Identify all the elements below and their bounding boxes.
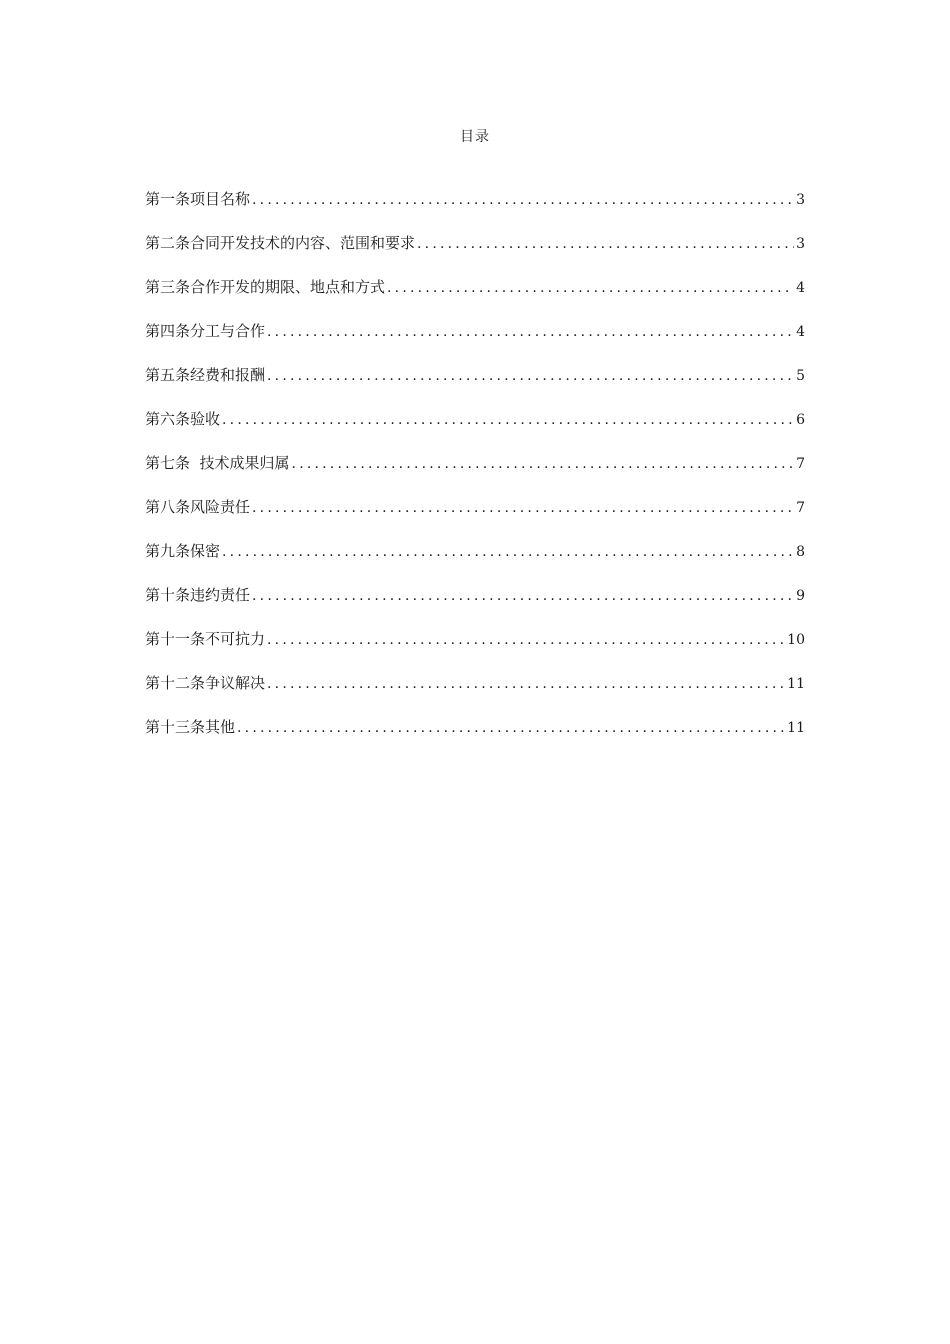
toc-title: 目录 <box>460 129 490 145</box>
toc-dot-leader <box>417 232 794 256</box>
toc-entry-label: 第三条合作开发的期限、地点和方式 <box>145 278 386 296</box>
toc-dot-leader <box>237 716 785 740</box>
toc-page-number: 10 <box>787 632 805 648</box>
toc-dot-leader <box>387 276 794 300</box>
toc-page-number: 4 <box>796 280 805 296</box>
toc-entry-12[interactable] <box>145 671 805 715</box>
toc-entry-label: 第十条违约责任 <box>145 586 251 604</box>
toc-page-number: 3 <box>796 236 805 252</box>
toc-entry-label: 第七条 技术成果归属 <box>145 454 290 472</box>
toc-page-number: 11 <box>787 676 805 692</box>
toc-dot-leader <box>252 188 794 212</box>
toc-entry-label: 第二条合同开发技术的内容、范围和要求 <box>145 234 416 252</box>
toc-entry-label: 第九条保密 <box>145 542 221 560</box>
toc-page-number: 8 <box>796 544 805 560</box>
toc-dot-leader <box>252 584 794 608</box>
toc-dot-leader <box>267 672 785 696</box>
toc-dot-leader <box>222 408 794 432</box>
toc-dot-leader <box>222 540 794 564</box>
toc-entry-label: 第四条分工与合作 <box>145 322 266 340</box>
toc-dot-leader <box>267 364 794 388</box>
toc-entry-13[interactable] <box>145 715 805 759</box>
toc-entry-5[interactable] <box>145 363 805 407</box>
toc-entry-7[interactable] <box>145 451 805 495</box>
toc-entry-label: 第六条验收 <box>145 410 221 428</box>
toc-entry-label: 第十一条不可抗力 <box>145 630 266 648</box>
toc-page-number: 5 <box>796 368 805 384</box>
toc-page-number: 3 <box>796 192 805 208</box>
toc-entry-9[interactable] <box>145 539 805 583</box>
toc-entry-label: 第十三条其他 <box>145 718 236 736</box>
toc-dot-leader <box>267 320 794 344</box>
toc-page-number: 6 <box>796 412 805 428</box>
table-of-contents <box>145 187 805 759</box>
toc-dot-leader <box>292 452 795 476</box>
toc-entry-10[interactable] <box>145 583 805 627</box>
toc-entry-label: 第五条经费和报酬 <box>145 366 266 384</box>
toc-entry-1[interactable] <box>145 187 805 231</box>
toc-page-number: 11 <box>787 720 805 736</box>
toc-page-number: 9 <box>796 588 805 604</box>
toc-entry-6[interactable] <box>145 407 805 451</box>
toc-entry-4[interactable] <box>145 319 805 363</box>
toc-entry-2[interactable] <box>145 231 805 275</box>
toc-page-number: 4 <box>796 324 805 340</box>
toc-entry-3[interactable] <box>145 275 805 319</box>
toc-entry-label: 第一条项目名称 <box>145 190 251 208</box>
toc-dot-leader <box>267 628 785 652</box>
toc-entry-8[interactable] <box>145 495 805 539</box>
toc-page-number: 7 <box>796 500 805 516</box>
toc-entry-label: 第八条风险责任 <box>145 498 251 516</box>
toc-entry-label: 第十二条争议解决 <box>145 674 266 692</box>
toc-dot-leader <box>252 496 794 520</box>
toc-page-number: 7 <box>796 456 805 472</box>
toc-entry-11[interactable] <box>145 627 805 671</box>
